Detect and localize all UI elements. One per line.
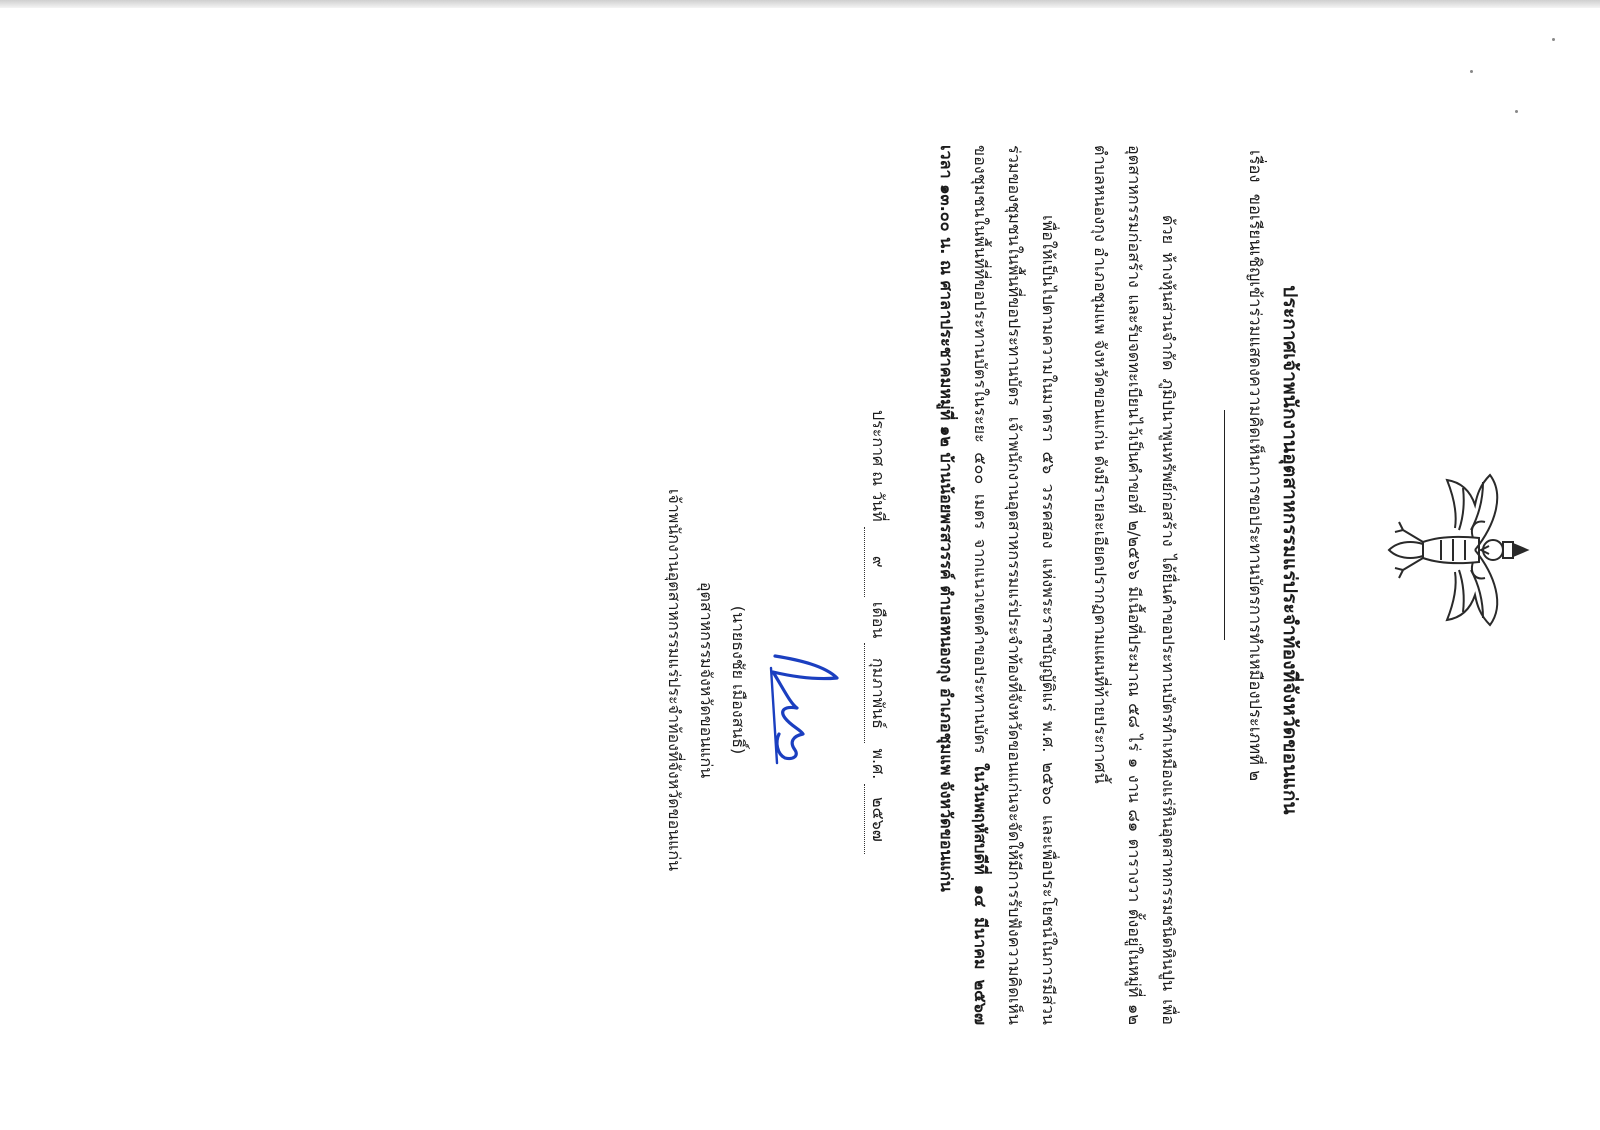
- announcement-page: [20, 10, 1580, 1090]
- meeting-details: ในวันพฤหัสบดีที่ ๑๔ มีนาคม ๒๕๖๗ เวลา ๑๓.๐๐ น. ณ ศาลาประชาคมหมู่ที่ ๑๒ บ้านน้อยพรสวรรค์ ตำบลหนองกุง อำเภอชุมแพ จังหวัดขอนแก่น: [937, 145, 990, 1026]
- signer-block: [658, 440, 754, 920]
- body-paragraph-1: ด้วย ห้างหุ้นส่วนจำกัด ภูมิปนาพูนทรัพย์ก่อสร้าง ได้ยื่นคำขอประทานบัตรทำเหมืองแร่หินอุตสาหกรรมชนิดหินปูน เพื่ออุตสาหกรรมก่อสร้าง และรับจดทะเบียนไว้เป็นคำขอที่ ๒/๒๕๖๖ มีเนื้อที่ประมาณ ๕๘ ไร่ ๑ งาน ๘๑ ตารางวา ตั้งอยู่ในหมู่ที่ ๑๒ ตำบลหนองกุง อำเภอชุมแพ จังหวัดขอนแก่น ดังมีรายละเอียดปรากฏตามแผนที่ท้ายประกาศนี้: [1091, 145, 1178, 1025]
- garuda-emblem-icon: [1385, 470, 1535, 630]
- date-year: ๒๕๖๗: [864, 784, 890, 854]
- month-label: เดือน: [869, 601, 888, 639]
- signer-name: (นายธงชัย เมืองสนธิ์): [729, 605, 748, 755]
- announcement-title: ประกาศเจ้าพนักงานอุตสาหกรรมแร่ประจำท้องที่จังหวัดขอนแก่น: [1279, 285, 1301, 815]
- announcement-date: [864, 410, 890, 854]
- date-day: ๙: [864, 527, 890, 597]
- subject-text: ขอเรียนเชิญเข้าร่วมแสดงความคิดเห็นการขอประทานบัตรการทำเหมืองประเภทที่ ๒: [1246, 193, 1265, 782]
- date-prefix: ประกาศ ณ วันที่: [869, 410, 888, 522]
- year-label: พ.ศ.: [869, 748, 888, 780]
- announcement-subject: [1242, 150, 1268, 990]
- body-paragraph-2: [929, 145, 1065, 1025]
- subject-label: เรื่อง: [1246, 150, 1265, 183]
- paragraph-2-text: เพื่อให้เป็นไปตามความในมาตรา ๕๖ วรรคสอง แห่งพระราชบัญญัติแร่ พ.ศ. ๒๕๖๐ และเพื่อประโยชน์ในการมีส่วนร่วมของชุมชนในพื้นที่ขอประทานบัตร เจ้าพนักงานอุตสาหกรรมแร่ประจำท้องที่จังหวัดขอนแก่นจะจัดให้มีการรับฟังความคิดเห็นของชุมชนในพื้นที่ที่ขอประทานบัตรในระยะ ๕๐๐ เมตร จากแนวเขตคำขอประทานบัตร: [971, 145, 1058, 1025]
- scan-edge: [0, 0, 1600, 8]
- handwritten-signature: [760, 638, 845, 778]
- announcement-body: [929, 145, 1185, 1025]
- date-month: กุมภาพันธ์: [864, 643, 890, 743]
- signer-position: อุตสาหกรรมจังหวัดขอนแก่น: [697, 581, 716, 779]
- signer-role: เจ้าพนักงานอุตสาหกรรมแร่ประจำท้องที่จังหวัดขอนแก่น: [665, 488, 684, 872]
- title-divider: [1224, 410, 1225, 640]
